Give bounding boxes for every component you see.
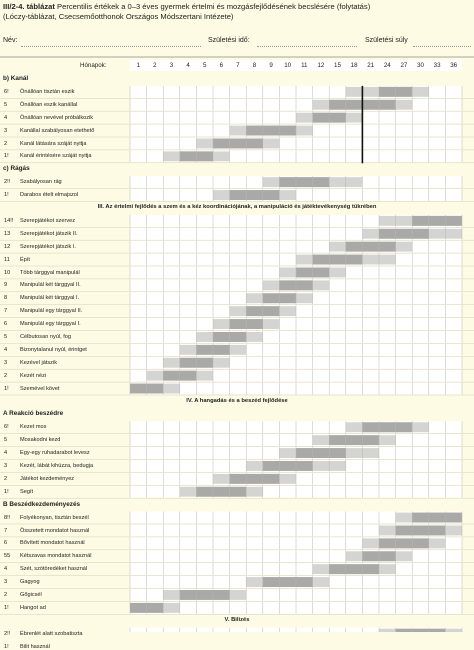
section-heading: c) Rágás (3, 165, 30, 173)
median-range-bar (196, 487, 246, 497)
row-code: 6! (4, 88, 9, 95)
row-label: Gőgicsél (20, 592, 42, 598)
median-range-bar (329, 435, 379, 445)
row-code: 2 (4, 592, 8, 598)
birthdate-label: Születési idő: (208, 37, 250, 44)
row-code: 12 (4, 243, 11, 250)
row-code: 11 (4, 256, 10, 263)
month-tick: 3 (169, 62, 174, 69)
median-range-bar (230, 190, 280, 200)
month-tick: 18 (350, 62, 358, 69)
median-range-bar (412, 216, 462, 226)
row-code: 5 (4, 101, 8, 108)
month-tick: 10 (284, 62, 292, 69)
row-code: 2 (4, 475, 8, 482)
section-heading: A Reakció beszédre (3, 410, 64, 418)
row-code: 4 (4, 114, 8, 121)
row-label: Kezét nézi (20, 372, 47, 379)
row-label: Kétszavas mondatot használ (20, 553, 92, 560)
median-range-bar (412, 513, 462, 523)
row-code: 9 (4, 282, 8, 289)
birthweight-label: Születési súly (365, 37, 408, 44)
median-range-bar (180, 590, 230, 600)
month-tick: 24 (383, 62, 391, 69)
median-range-bar (396, 526, 446, 536)
row-code: 1! (4, 192, 9, 199)
table-caption: Percentilis értékek a 0–3 éves gyermek értelmi és mozgásfejlődésének becslésére (folytatás) (57, 2, 371, 11)
row-label: Önállóan eszik kanállal (20, 101, 78, 108)
row-code: 13 (4, 230, 11, 237)
row-code: 2!! (4, 179, 11, 186)
row-label: Darabos ételt elmajszol (20, 192, 79, 199)
section-heading: V. Bilizés (224, 616, 250, 623)
row-label: Gagyog (20, 579, 40, 586)
row-code: 7 (4, 527, 8, 534)
row-label: Segít (20, 488, 34, 495)
row-code: 4 (4, 450, 8, 457)
month-tick: 21 (367, 62, 375, 69)
median-range-bar (263, 461, 313, 471)
row-code: 4 (4, 566, 8, 573)
row-label: Önállóan nevével próbálkozik (20, 114, 94, 121)
section-heading: b) Kanál (3, 75, 29, 82)
row-code: 2 (4, 372, 8, 379)
row-label: Szerepjátékot játszik II. (20, 230, 78, 237)
row-code: 5 (4, 437, 8, 444)
median-range-bar (379, 229, 429, 239)
row-label: Célbutosan nyúl, fog (20, 334, 71, 340)
row-code: 6 (4, 540, 8, 547)
month-tick: 6 (219, 62, 224, 69)
month-tick: 33 (433, 62, 441, 69)
row-label: Kezet mos (20, 424, 47, 431)
months-label: Hónapok: (80, 62, 107, 69)
row-label: Szerepjátékot szervez (20, 217, 76, 224)
row-label: Bilit használ (20, 643, 50, 650)
row-code: 4 (4, 346, 8, 353)
month-tick: 15 (334, 62, 341, 69)
row-code: 2 (4, 140, 8, 147)
table-number: III/2-4. táblázat (3, 2, 55, 11)
row-label: Kezével játszik (20, 359, 57, 366)
row-label: Több tárggyal manipulál (20, 269, 80, 276)
month-tick: 12 (317, 62, 325, 69)
row-label: Kanál látására száját nyitja (20, 140, 87, 147)
row-label: Manipulál egy tárggyal II. (20, 308, 83, 315)
median-range-bar (279, 177, 329, 187)
row-label: Kezét, lábát kihúzza, bedugja (20, 463, 94, 469)
row-label: Ébrenlét alatt szobatiszta (20, 630, 83, 637)
median-range-bar (362, 422, 412, 432)
row-label: Bővített mondatot használ (20, 540, 85, 547)
row-code: 1! (4, 385, 9, 392)
row-label: Szabályosan rág (20, 179, 62, 186)
row-code: 3 (4, 359, 8, 366)
month-tick: 36 (450, 62, 458, 69)
row-code: 3 (4, 127, 8, 134)
month-tick: 4 (186, 62, 190, 69)
row-code: 14!! (4, 217, 14, 224)
row-code: 6! (4, 424, 9, 431)
month-tick: 30 (417, 62, 424, 69)
row-code: 3 (4, 579, 8, 586)
row-label: Épít (20, 256, 30, 263)
median-range-bar (313, 255, 363, 265)
row-label: Önállóan tisztán eszik (20, 88, 75, 95)
row-code: 3 (4, 463, 8, 469)
median-range-bar (246, 126, 296, 136)
row-label: Kanállal szabályosan etethető (20, 127, 95, 134)
row-code: 55 (4, 553, 11, 560)
median-range-bar (263, 577, 313, 587)
median-range-bar (346, 242, 396, 252)
section-heading: IV. A hangadás és a beszéd fejlődése (186, 397, 288, 404)
row-code: 2!! (4, 630, 11, 637)
row-label: Egy-egy ruhadarabot levesz (20, 450, 90, 457)
median-range-bar (329, 564, 379, 574)
row-label: Szerepjátékot játszik I. (20, 243, 76, 250)
month-tick: 27 (400, 62, 408, 69)
row-label: Mosakodni kezd (20, 437, 61, 444)
row-label: Játékot kezdeményez (20, 475, 75, 482)
row-label: Manipulál egy tárggyal I. (20, 321, 81, 328)
month-tick: 2 (153, 62, 157, 69)
row-label: Összetett mondatot használ (20, 527, 90, 534)
median-range-bar (230, 474, 280, 484)
row-code: 1! (4, 604, 9, 611)
row-code: 8 (4, 295, 8, 302)
section-heading: III. Az értelmi fejlődés a szem és a kéz koordinációjának, a manipuláció és játéktevékenység tükrében (97, 204, 377, 210)
row-code: 1! (4, 488, 9, 495)
row-code: 1! (4, 153, 9, 160)
name-label: Név: (3, 37, 18, 44)
row-label: Kanál érintésére száját nyitja (20, 153, 92, 160)
month-tick: 1 (136, 62, 141, 69)
month-tick: 11 (301, 62, 308, 69)
row-code: 10 (4, 269, 11, 276)
row-code: 7 (4, 308, 8, 315)
month-tick: 5 (202, 62, 207, 69)
row-label: Manipulál két tárggyal II. (20, 282, 81, 289)
row-label: Szemével követ (20, 385, 60, 392)
median-range-bar (296, 448, 346, 458)
row-code: 5 (4, 334, 8, 340)
section-heading: B Beszédkezdeményezés (3, 500, 81, 508)
month-tick: 9 (269, 62, 273, 69)
row-code: 1! (4, 643, 9, 650)
median-range-bar (379, 538, 429, 548)
row-label: Hangot ad (20, 604, 46, 611)
row-label: Manipulál két tárggyal I. (20, 295, 80, 302)
row-label: Bizonytalanul nyúl, érintget (20, 346, 87, 353)
row-code: 6 (4, 321, 8, 328)
row-label: Folyékonyan, tisztán beszél (20, 514, 89, 521)
month-tick: 7 (236, 62, 240, 69)
table-source: (Lóczy-táblázat, Csecsemőotthonok Országos Módszertani Intézete) (3, 11, 234, 21)
row-code: 8!! (4, 514, 11, 521)
month-tick: 8 (252, 62, 257, 69)
median-range-bar (213, 139, 263, 149)
row-label: Szét, szótöredéket használ (20, 566, 88, 573)
